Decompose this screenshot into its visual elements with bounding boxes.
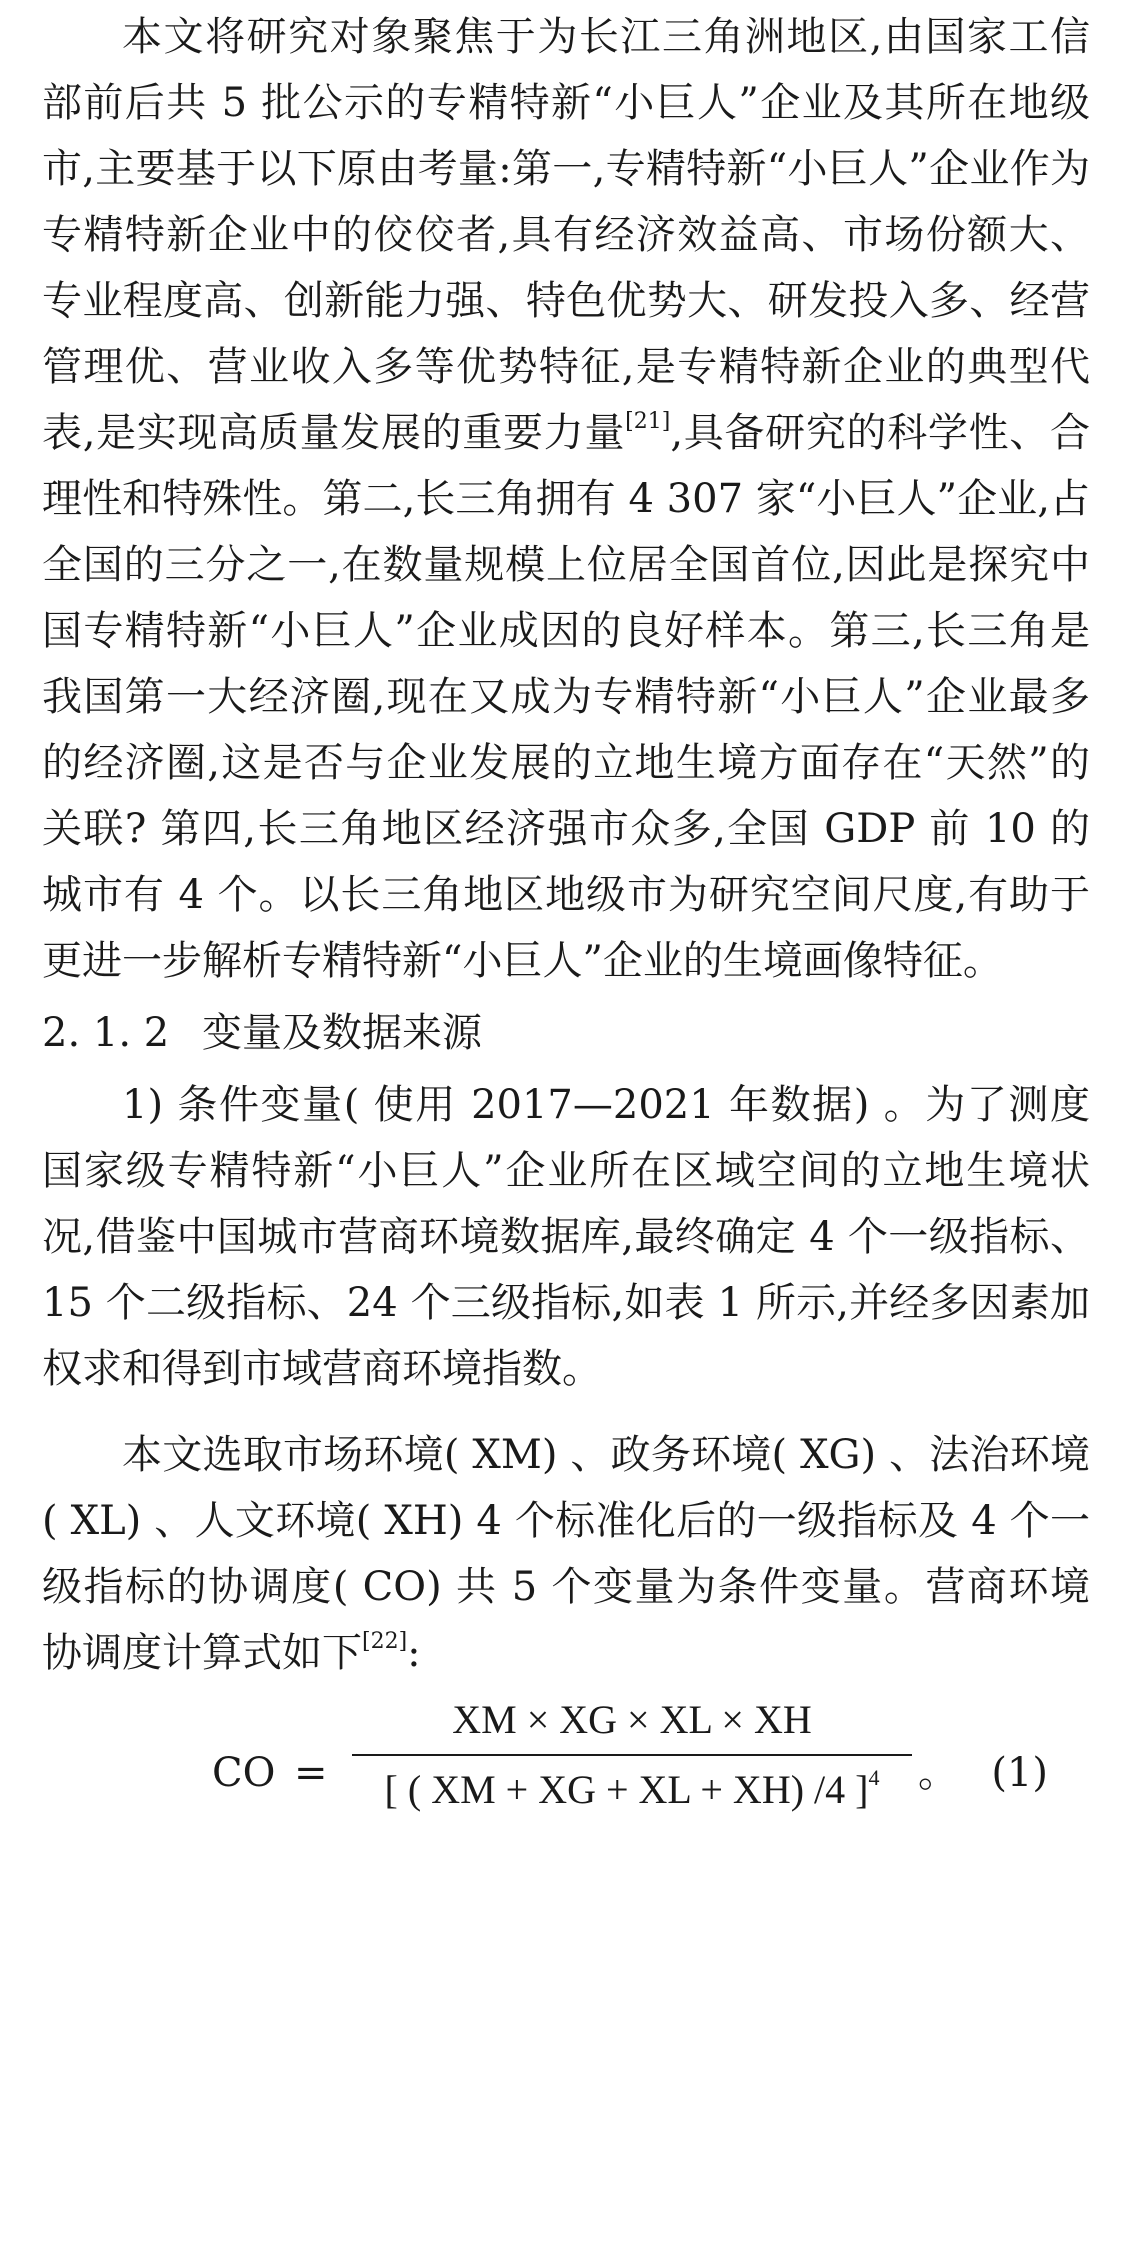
fraction (342, 1690, 922, 1820)
paragraph-condition-variables: 1) 条件变量( 使用 2017—2021 年数据) 。为了测度国家级专精特新“小巨人”企业所在区域空间的立地生境状况,借鉴中国城市营商环境数据库,最终确定 4 个一级指标、15 个二级指标、24 个三级指标,如表 1 所示,并经多因素加权求和得到市域营商环境指数。 (42, 1082, 1090, 1392)
paragraph-text: 本文选取市场环境( XM) 、政务环境( XG) 、法治环境( XL) 、人文环境( XH) 4 个标准化后的一级指标及 4 个一级指标的协调度( CO) 共 5 个变量为条件变量。营商环境协调度计算式如下 (42, 1432, 1090, 1676)
fraction-numerator: XM × XG × XL × XH (452, 1697, 812, 1742)
paragraph-study-object (42, 4, 1090, 994)
equation-coordination-degree (42, 1690, 1090, 1840)
citation-ref: [21] (625, 409, 671, 434)
citation-ref: [22] (362, 1629, 408, 1654)
equals-sign: = (294, 1750, 328, 1796)
paragraph-text: ,具备研究的科学性、合理性和特殊性。第二,长三角拥有 4 307 家“小巨人”企业,占全国的三分之一,在数量规模上位居全国首位,因此是探究中国专精特新“小巨人”企业成因的良好样本。第三,长三角是我国第一大经济圈,现在又成为专精特新“小巨人”企业最多的经济圈,这是否与企业发展的立地生境方面存在“天然”的关联? 第四,长三角地区经济强市众多,全国 GDP 前 10 的城市有 4 个。以长三角地区地级市为研究空间尺度,有助于更进一步解析专精特新“小巨人”企业的生境画像特征。 (42, 410, 1090, 984)
paragraph-text: 本文将研究对象聚焦于为长江三角洲地区,由国家工信部前后共 5 批公示的专精特新“小巨人”企业及其所在地级市,主要基于以下原由考量:第一,专精特新“小巨人”企业作为专精特新企业中的佼佼者,具有经济效益高、市场份额大、专业程度高、创新能力强、特色优势大、研发投入多、经营管理优、营业收入多等优势特征,是专精特新企业的典型代表,是实现高质量发展的重要力量 (42, 14, 1090, 456)
equation-number: (1) (991, 1750, 1048, 1796)
paragraph-gap (42, 1402, 1090, 1422)
equation-period: 。 (918, 1750, 958, 1796)
paragraph-variable-selection (42, 1422, 1090, 1686)
section-number: 2. 1. 2 (42, 1010, 170, 1056)
denominator-text: [ ( XM + XG + XL + XH) /4 ] (384, 1767, 869, 1812)
fraction-denominator (342, 1760, 922, 1820)
section-title: 变量及数据来源 (202, 1010, 482, 1056)
fraction-bar (352, 1754, 912, 1756)
exponent: 4 (868, 1765, 880, 1790)
section-heading (42, 1000, 1090, 1066)
paragraph-text: : (407, 1630, 421, 1676)
equation-lhs: CO (212, 1750, 276, 1796)
